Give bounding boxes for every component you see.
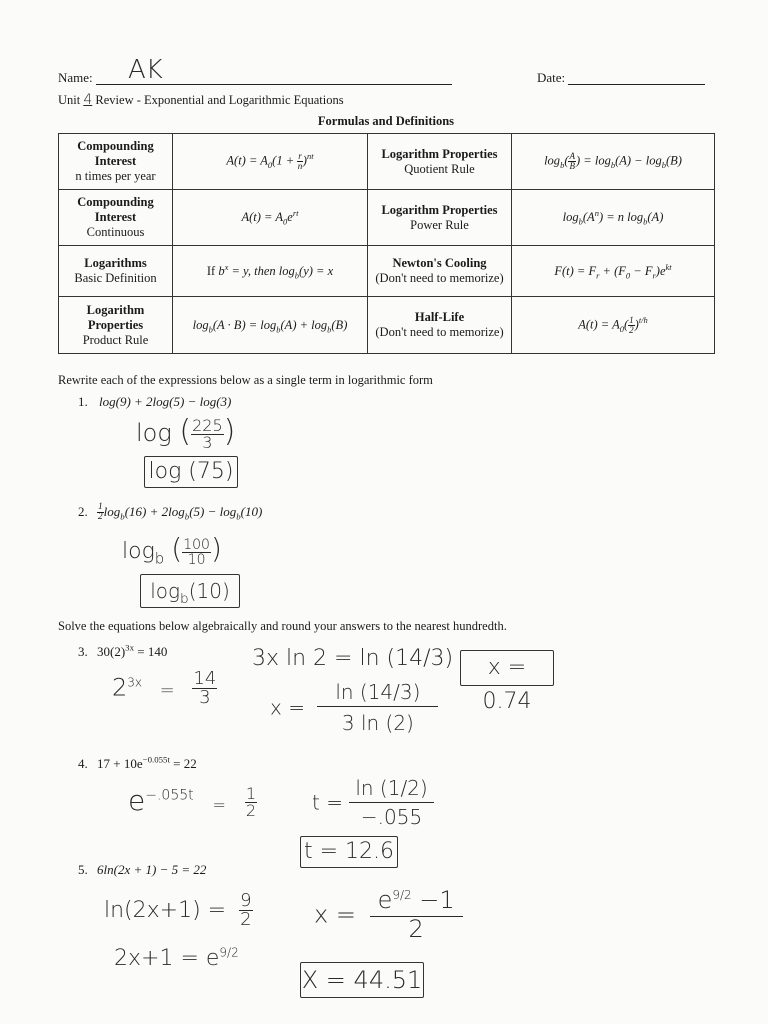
formulas-table	[58, 133, 715, 354]
q4-answer: t = 12.6	[300, 836, 398, 868]
q3-work-2: 3x ln 2 = ln (14/3)	[252, 646, 454, 671]
q1-answer: log (75)	[144, 456, 238, 488]
formula-cell: $A(t) = A_0$( $\frac{1}{2}$ )$^{t/h}$	[512, 297, 715, 354]
formula-cell: $\log_b$( $\frac{A}{B}$ ) = $\log_b(A) - \log_b(B)$	[512, 134, 715, 190]
formula-cell: If $b^x = y$, then $\log_b(y) = x$	[173, 246, 368, 297]
q4-work-1: $e^{-.055t}$ = $\frac{1}{2}$	[128, 783, 257, 820]
question-1: 1. log(9) + 2log(5) − log(3)	[78, 394, 232, 409]
unit-prefix: Unit	[58, 93, 81, 107]
unit-number: 4	[83, 92, 93, 108]
q4-work-2: t = $\frac{\ln (1/2)}{-.055}$	[312, 778, 434, 827]
title-rest: Review - Exponential and Logarithmic Equations	[95, 93, 344, 107]
page-title	[58, 92, 344, 108]
question-2: 2. $\frac{1}{2}$ $\log_b(16) + 2\log_b(5) - \log_b(10)$	[78, 502, 263, 523]
formula-name-cell: Logarithm Properties Quotient Rule	[368, 134, 512, 190]
table-row	[59, 190, 715, 246]
date-line[interactable]	[568, 84, 705, 85]
q1-work: log ( $\frac{225}{3}$ )	[136, 414, 236, 452]
section2-instruction: Solve the equations below algebraically and round your answers to the nearest hundredth.	[58, 619, 507, 633]
name-label: Name:	[58, 70, 93, 85]
formula-cell: $\log_b(A \cdot B) = \log_b(A) + \log_b(B)$	[173, 297, 368, 354]
q5-work-1: ln(2x+1) = $\frac{9}{2}$	[104, 890, 252, 930]
formula-cell: $A(t) = A_0(1$ + $\frac{r}{n}$ )$^{nt}$	[173, 134, 368, 190]
formula-name-cell: Compounding Interest n times per year	[59, 134, 173, 190]
table-row	[59, 134, 715, 190]
formula-cell: $F(t) = F_r + (F_0 - F_r)e^{kt}$	[512, 246, 715, 297]
date-label: Date:	[537, 70, 566, 85]
q2-work: $\log_b$ ( $\frac{100}{10}$ )	[122, 532, 222, 568]
table-caption: Formulas and Definitions	[317, 114, 455, 128]
section1-instruction: Rewrite each of the expressions below as a single term in logarithmic form	[58, 373, 433, 387]
formula-cell: $\log_b(A^n) = n$ $\log_b(A)$	[512, 190, 715, 246]
formula-name-cell: Newton's Cooling (Don't need to memorize)	[368, 246, 512, 297]
table-row	[59, 246, 715, 297]
question-3: 3. $30(2)^{3x} = 140$	[78, 642, 168, 659]
q5-work-2: $2x+1 = e^{9/2}$	[114, 945, 239, 971]
question-4: 4. $17 + 10e^{-0.055t} = 22$	[78, 754, 197, 771]
q3-work-1: $2^{3x}$ = $\frac{14}{3}$	[112, 668, 217, 708]
question-5: 5. 6ln(2x + 1) − 5 = 22	[78, 862, 207, 877]
q5-work-3: x = $\frac{e^{9/2} -1}{2}$	[314, 888, 463, 941]
formula-name-cell: Half-Life (Don't need to memorize)	[368, 297, 512, 354]
formula-cell: $A(t) = A_0e^{rt}$	[173, 190, 368, 246]
q2-answer: $\log_b(10)$	[140, 574, 240, 608]
formula-name-cell: Logarithm Properties Product Rule	[59, 297, 173, 354]
formula-name-cell: Logarithm Properties Power Rule	[368, 190, 512, 246]
formula-name-cell: Compounding Interest Continuous	[59, 190, 173, 246]
q3-work-3: x = $\frac{\ln (14/3)}{3 \ln (2)}$	[270, 682, 438, 733]
table-row	[59, 297, 715, 354]
formula-name-cell: Logarithms Basic Definition	[59, 246, 173, 297]
name-field[interactable]: AK	[128, 55, 163, 85]
q5-answer: X = 44.51	[300, 962, 424, 998]
q3-answer: x = 0.74	[460, 650, 554, 686]
